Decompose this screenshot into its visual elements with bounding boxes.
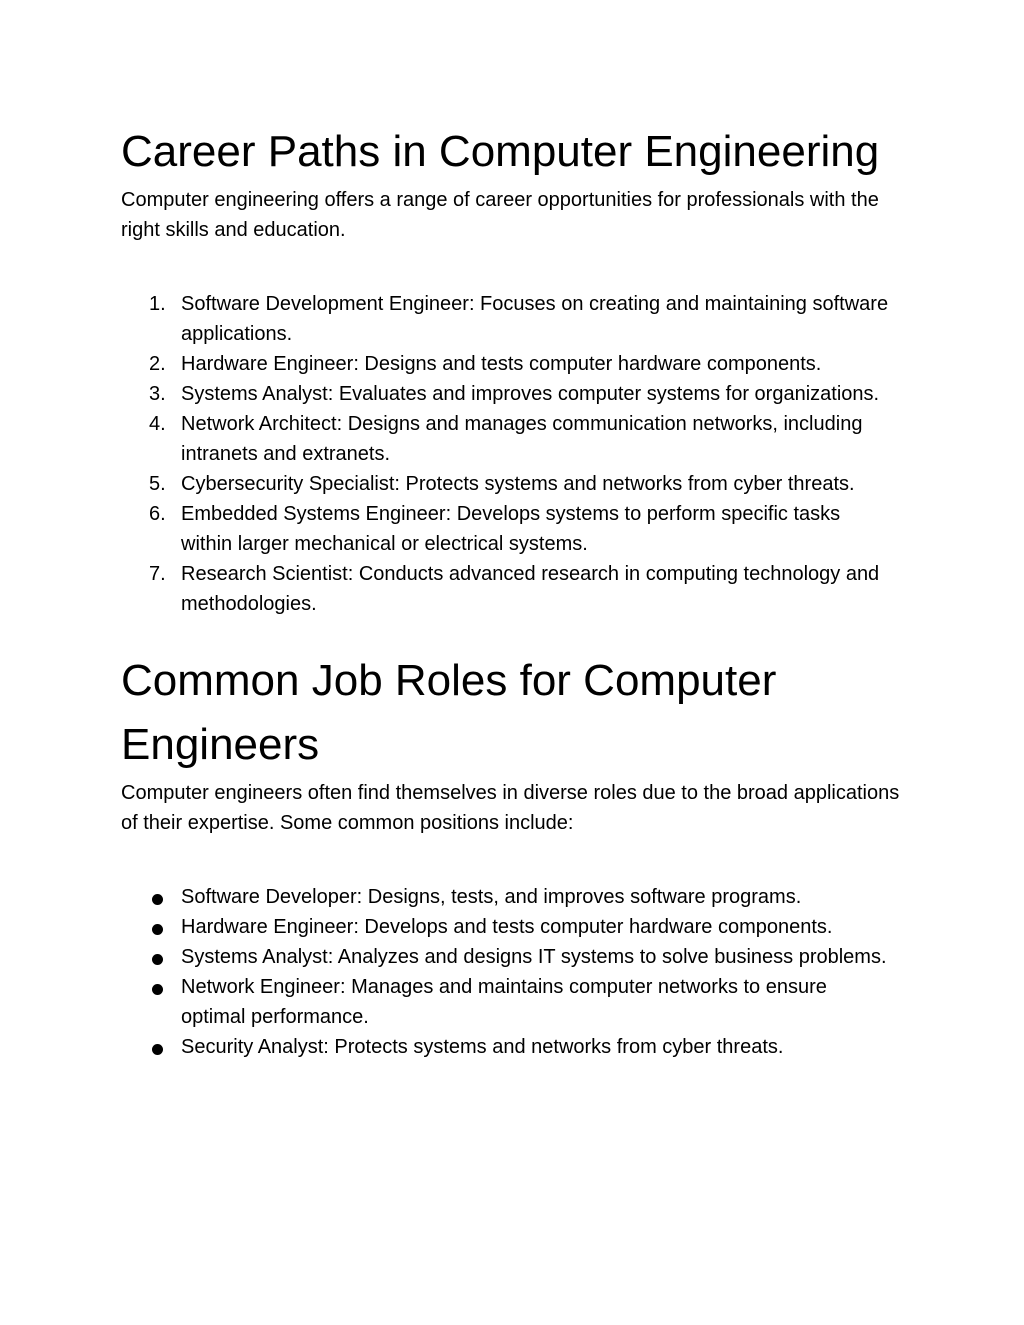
list-number: 5. xyxy=(149,473,166,495)
bullet-icon xyxy=(152,1044,163,1055)
intro-career-paths: Computer engineering offers a range of career opportunities for professionals with the right skills and education. xyxy=(121,189,879,241)
list-item-text: Security Analyst: Protects systems and networks from cyber threats. xyxy=(181,1036,784,1058)
heading-common-job-roles: Common Job Roles for Computer Engineers xyxy=(121,656,777,769)
list-item xyxy=(121,289,896,349)
list-item-text: Systems Analyst: Analyzes and designs IT systems to solve business problems. xyxy=(181,946,887,968)
list-item xyxy=(121,379,896,409)
list-item-text: Network Engineer: Manages and maintains computer networks to ensure optimal performance. xyxy=(181,976,827,1028)
list-item xyxy=(121,349,896,379)
bullet-icon xyxy=(152,894,163,905)
list-item xyxy=(121,942,896,972)
career-paths-list xyxy=(121,289,904,619)
list-number: 7. xyxy=(149,563,166,585)
list-item-text: Embedded Systems Engineer: Develops systems to perform specific tasks within larger mechanical or electrical systems. xyxy=(181,503,841,555)
heading-career-paths: Career Paths in Computer Engineering xyxy=(121,127,880,176)
list-item xyxy=(121,499,896,559)
list-item-text: Hardware Engineer: Designs and tests computer hardware components. xyxy=(181,353,822,375)
job-roles-list xyxy=(121,882,904,1062)
list-number: 2. xyxy=(149,353,166,375)
intro-common-job-roles: Computer engineers often find themselves in diverse roles due to the broad applications of their expertise. Some common positions include: xyxy=(121,782,900,834)
list-item-text: Systems Analyst: Evaluates and improves computer systems for organizations. xyxy=(181,383,880,405)
list-item xyxy=(121,972,896,1032)
list-item-text: Hardware Engineer: Develops and tests computer hardware components. xyxy=(181,916,833,938)
list-number: 1. xyxy=(149,293,166,315)
list-item-text: Software Development Engineer: Focuses on creating and maintaining software applications. xyxy=(181,293,889,345)
list-item xyxy=(121,882,896,912)
list-item xyxy=(121,469,896,499)
list-number: 3. xyxy=(149,383,166,405)
list-item-text: Cybersecurity Specialist: Protects systems and networks from cyber threats. xyxy=(181,473,855,495)
list-item xyxy=(121,409,896,469)
list-item-text: Software Developer: Designs, tests, and improves software programs. xyxy=(181,886,802,908)
list-number: 4. xyxy=(149,413,166,435)
bullet-icon xyxy=(152,984,163,995)
bullet-icon xyxy=(152,924,163,935)
list-item-text: Network Architect: Designs and manages communication networks, including intranets and extranets. xyxy=(181,413,863,465)
list-number: 6. xyxy=(149,503,166,525)
list-item xyxy=(121,559,896,619)
list-item xyxy=(121,912,896,942)
list-item-text: Research Scientist: Conducts advanced research in computing technology and methodologies. xyxy=(181,563,880,615)
bullet-icon xyxy=(152,954,163,965)
list-item xyxy=(121,1032,896,1062)
